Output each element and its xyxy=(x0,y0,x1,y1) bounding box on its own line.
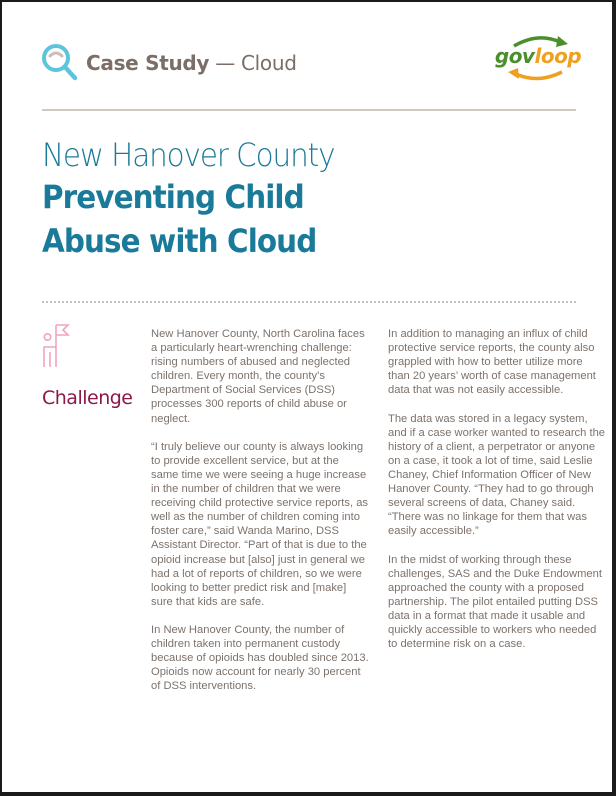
text-column-2 xyxy=(388,327,606,665)
magnifier-icon xyxy=(40,42,80,84)
category-rest: — Cloud xyxy=(209,51,297,75)
logo-loop: loop xyxy=(534,44,582,68)
text-column-1 xyxy=(151,327,369,708)
govloop-logo xyxy=(490,34,586,82)
header-divider xyxy=(42,109,576,111)
title-line-3: Abuse with Cloud xyxy=(42,222,317,260)
section-divider xyxy=(42,301,576,303)
logo-gov: gov xyxy=(494,44,535,68)
paragraph: In addition to managing an influx of child protective service reports, the county also grappled with how to better utilize more than 20 years’ worth of case management data that was not easily accessible. xyxy=(388,328,596,397)
section-label-challenge: Challenge xyxy=(42,387,133,409)
logo-wordmark xyxy=(490,44,586,68)
document-category xyxy=(86,51,297,75)
person-flag-icon xyxy=(42,322,72,372)
paragraph: New Hanover County, North Carolina faces a particularly heart-wrenching challenge: rising numbers of abused and neglected children. Every month, the county’s Department of Social Services (DSS) processes 300 reports of child abuse or neglect. xyxy=(151,328,365,425)
category-bold: Case Study xyxy=(86,51,210,75)
paragraph: In New Hanover County, the number of children taken into permanent custody because of opioids has doubled since 2013. Opioids now account for nearly 30 percent of DSS interventions. xyxy=(151,623,369,693)
title-line-2: Preventing Child xyxy=(42,178,304,216)
title-county: New Hanover County xyxy=(42,136,335,174)
document-header xyxy=(40,42,297,84)
paragraph: In the midst of working through these challenges, SAS and the Duke Endowment approached the county with a proposed partnership. The pilot entailed putting DSS data in a format that made it usable and quickly accessible to workers who needed to determine risk on a case. xyxy=(388,553,602,651)
paragraph: “I truly believe our county is always looking to provide excellent service, but at the same time we were seeing a huge increase in the number of children that we were receiving child protective service reports, as well as the number of children coming into foster care,” said Wanda Marino, DSS Assistant Director. “Part of that is due to the opioid increase but [also] just in general we had a lot of reports of children, so we were looking to better predict risk and [make] sure that kids are safe. xyxy=(151,440,369,608)
paragraph: The data was stored in a legacy system, and if a case worker wanted to research the history of a client, a perpetrator or anyone on a case, it took a lot of time, said Leslie Chaney, Chief Information Officer of New Hanover County. “They had to go through several screens of data, Chaney said. “There was no linkage for them that was easily accessible.” xyxy=(388,412,606,538)
